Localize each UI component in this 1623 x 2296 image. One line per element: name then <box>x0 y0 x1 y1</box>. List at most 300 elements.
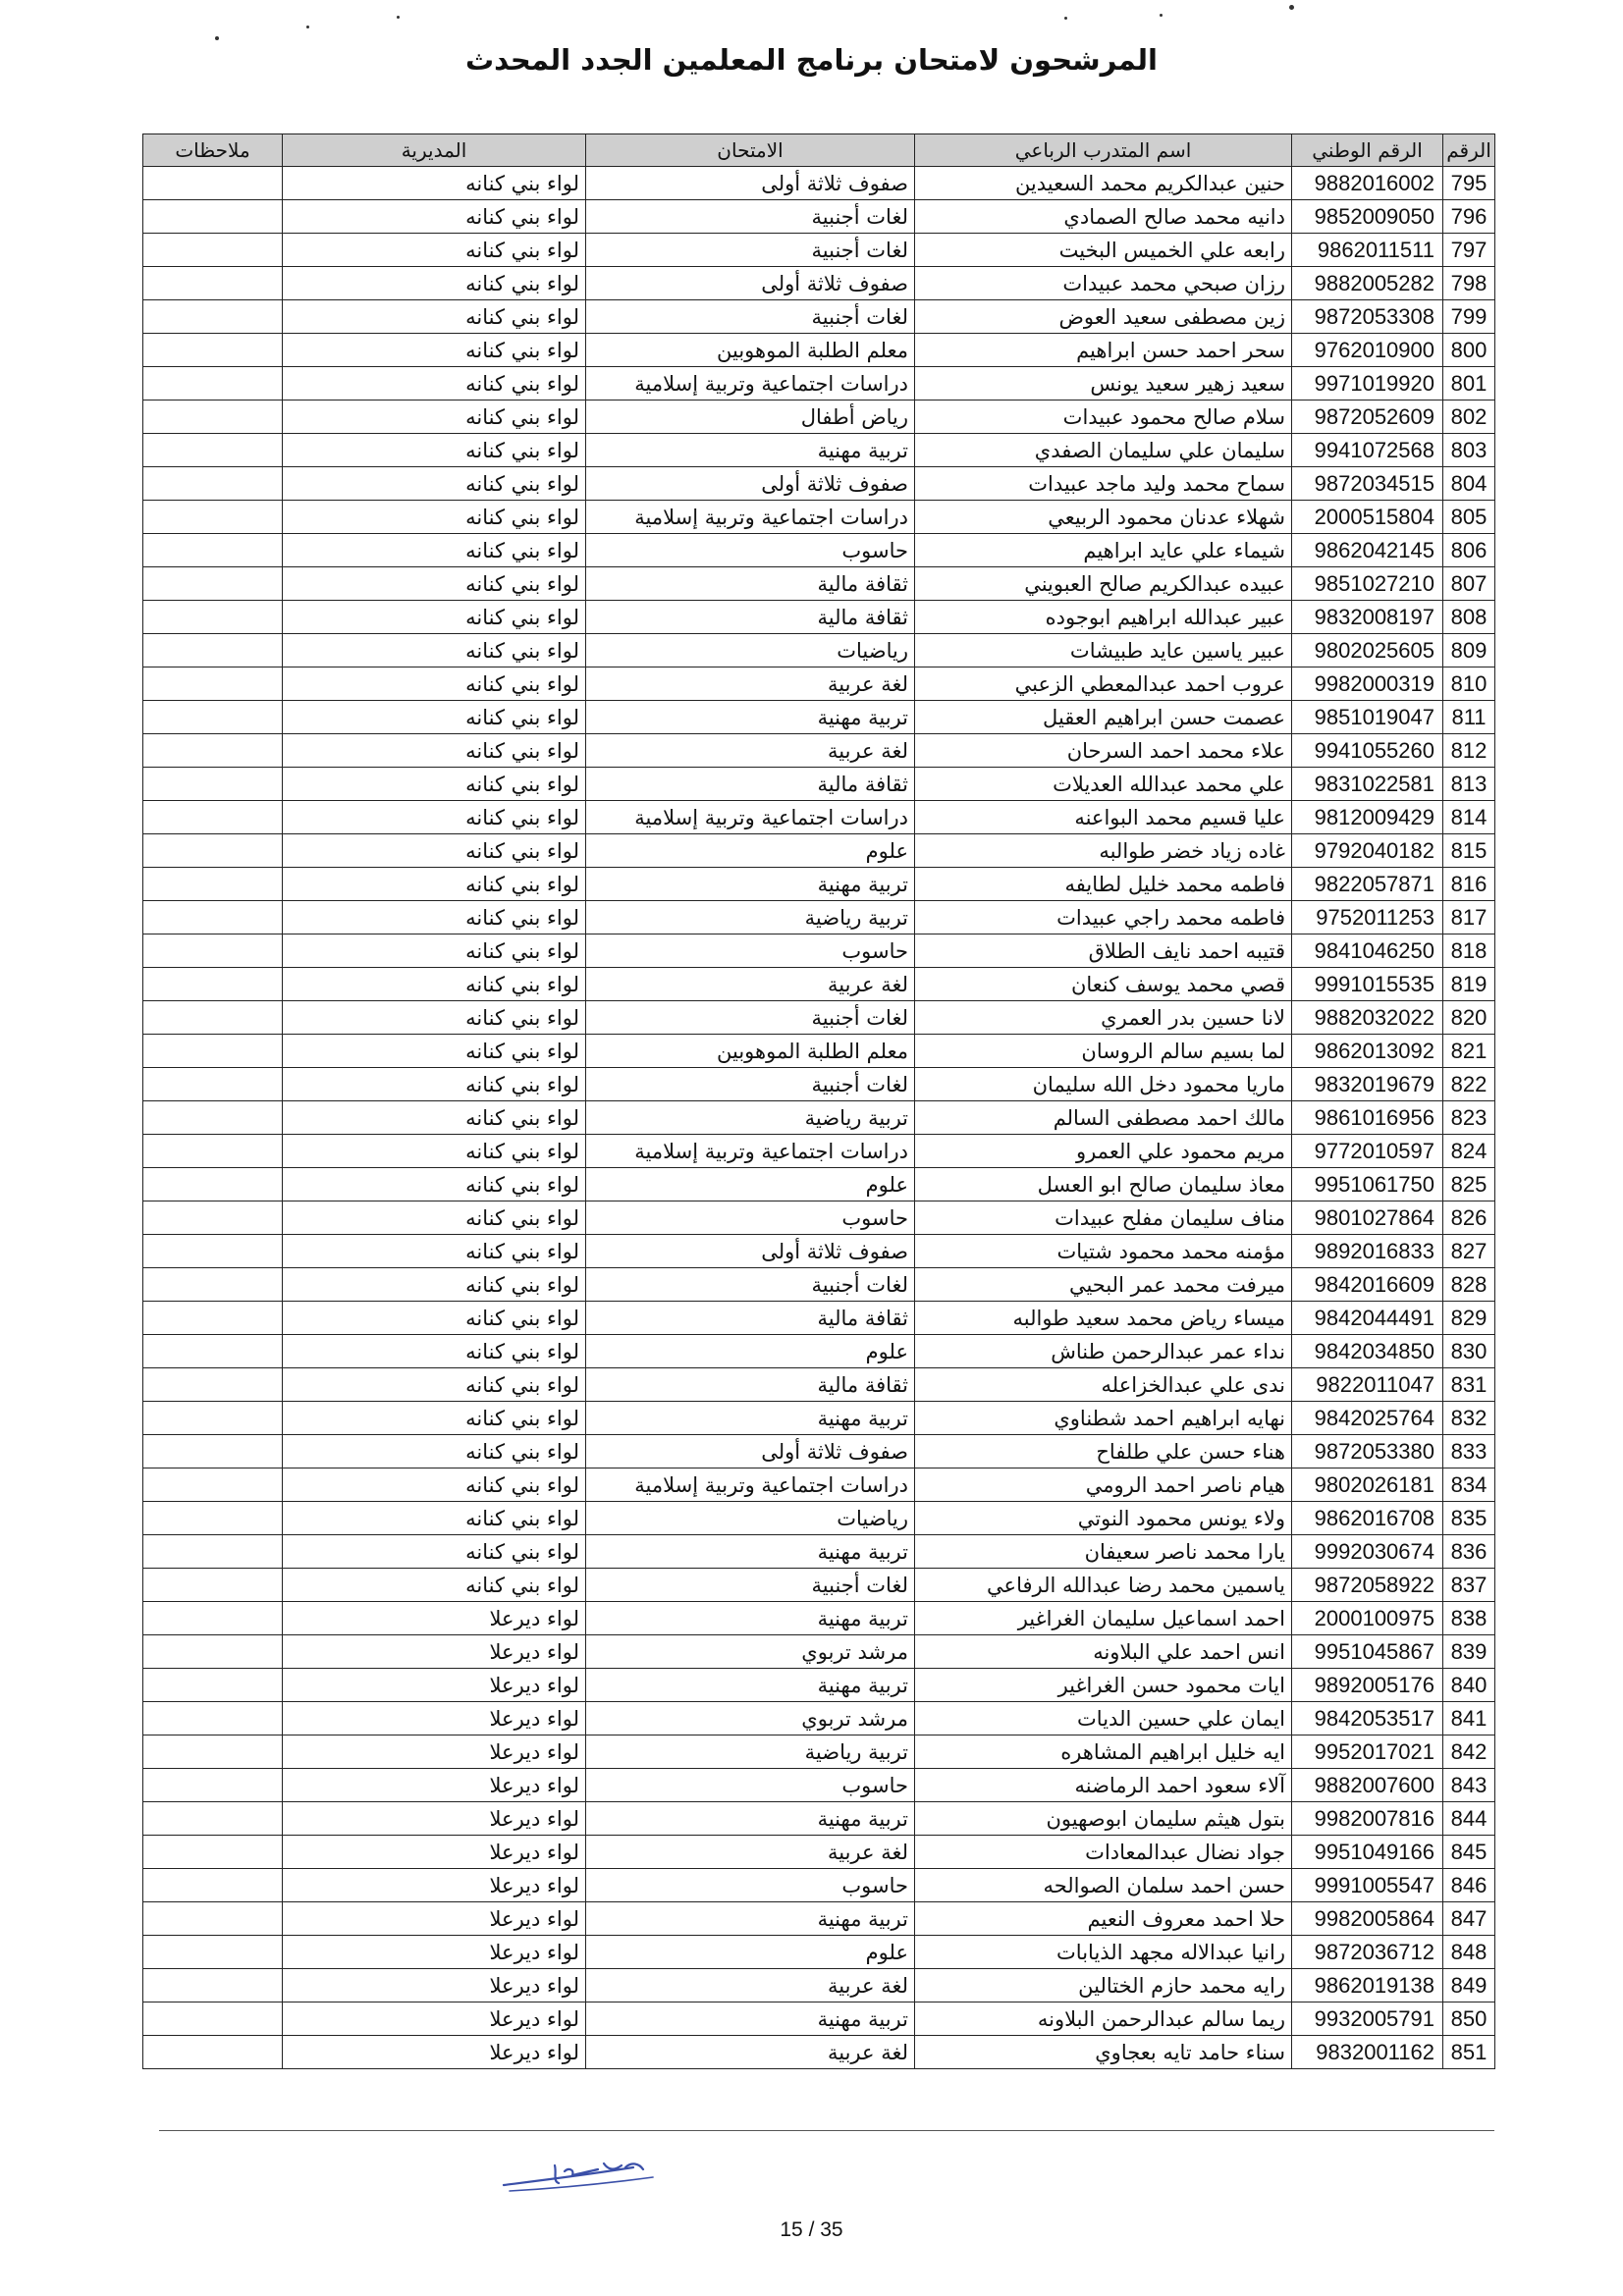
table-row <box>143 534 1495 567</box>
trainee-name-cell: مالك احمد مصطفى السالم <box>915 1101 1292 1135</box>
header-number: الرقم <box>1443 134 1495 167</box>
row-number-cell: 818 <box>1443 934 1495 968</box>
national-id-cell: 9872053380 <box>1292 1435 1443 1468</box>
table-row <box>143 200 1495 234</box>
row-number-cell: 825 <box>1443 1168 1495 1201</box>
exam-subject-cell: حاسوب <box>586 1201 915 1235</box>
directorate-cell: لواء ديرعلا <box>283 1702 586 1735</box>
notes-cell <box>143 1435 283 1468</box>
exam-subject-cell: لغة عربية <box>586 667 915 701</box>
national-id-cell: 9882032022 <box>1292 1001 1443 1035</box>
directorate-cell: لواء بني كنانه <box>283 1001 586 1035</box>
table-row <box>143 901 1495 934</box>
row-number-cell: 823 <box>1443 1101 1495 1135</box>
table-row <box>143 1135 1495 1168</box>
trainee-name-cell: شهلاء عدنان محمود الربيعي <box>915 501 1292 534</box>
trainee-name-cell: ميرفت محمد عمر البحيي <box>915 1268 1292 1302</box>
national-id-cell: 9932005791 <box>1292 2002 1443 2036</box>
national-id-cell: 9882016002 <box>1292 167 1443 200</box>
national-id-cell: 9842025764 <box>1292 1402 1443 1435</box>
table-row <box>143 868 1495 901</box>
directorate-cell: لواء بني كنانه <box>283 1435 586 1468</box>
directorate-cell: لواء بني كنانه <box>283 834 586 868</box>
exam-subject-cell: تربية مهنية <box>586 1802 915 1836</box>
table-row <box>143 1869 1495 1902</box>
table-row <box>143 1402 1495 1435</box>
trainee-name-cell: سلام صالح محمود عبيدات <box>915 400 1292 434</box>
notes-cell <box>143 200 283 234</box>
national-id-cell: 9872034515 <box>1292 467 1443 501</box>
table-header-row <box>143 134 1495 167</box>
exam-subject-cell: دراسات اجتماعية وتربية إسلامية <box>586 501 915 534</box>
trainee-name-cell: علي محمد عبدالله العديلات <box>915 768 1292 801</box>
national-id-cell: 9982000319 <box>1292 667 1443 701</box>
notes-cell <box>143 1402 283 1435</box>
notes-cell <box>143 367 283 400</box>
exam-subject-cell: تربية مهنية <box>586 1602 915 1635</box>
trainee-name-cell: لما بسيم سالم الروسان <box>915 1035 1292 1068</box>
exam-subject-cell: حاسوب <box>586 1869 915 1902</box>
row-number-cell: 847 <box>1443 1902 1495 1936</box>
national-id-cell: 9842044491 <box>1292 1302 1443 1335</box>
notes-cell <box>143 1368 283 1402</box>
notes-cell <box>143 1735 283 1769</box>
directorate-cell: لواء بني كنانه <box>283 701 586 734</box>
table-row <box>143 1569 1495 1602</box>
directorate-cell: لواء ديرعلا <box>283 1936 586 1969</box>
national-id-cell: 9802025605 <box>1292 634 1443 667</box>
directorate-cell: لواء بني كنانه <box>283 1168 586 1201</box>
trainee-name-cell: رانيا عبدالاله مجهد الذيابات <box>915 1936 1292 1969</box>
directorate-cell: لواء بني كنانه <box>283 367 586 400</box>
national-id-cell: 9951049166 <box>1292 1836 1443 1869</box>
table-row <box>143 300 1495 334</box>
table-row <box>143 367 1495 400</box>
notes-cell <box>143 400 283 434</box>
directorate-cell: لواء ديرعلا <box>283 1635 586 1669</box>
exam-subject-cell: تربية مهنية <box>586 1902 915 1936</box>
notes-cell <box>143 1235 283 1268</box>
table-row <box>143 1035 1495 1068</box>
trainee-name-cell: هناء حسن علي طلفاح <box>915 1435 1292 1468</box>
national-id-cell: 9852009050 <box>1292 200 1443 234</box>
table-row <box>143 1535 1495 1569</box>
trainee-name-cell: لانا حسين بدر العمري <box>915 1001 1292 1035</box>
row-number-cell: 796 <box>1443 200 1495 234</box>
table-row <box>143 834 1495 868</box>
directorate-cell: لواء بني كنانه <box>283 1302 586 1335</box>
national-id-cell: 9951061750 <box>1292 1168 1443 1201</box>
row-number-cell: 822 <box>1443 1068 1495 1101</box>
national-id-cell: 9971019920 <box>1292 367 1443 400</box>
exam-subject-cell: حاسوب <box>586 534 915 567</box>
national-id-cell: 9812009429 <box>1292 801 1443 834</box>
national-id-cell: 9872036712 <box>1292 1936 1443 1969</box>
directorate-cell: لواء بني كنانه <box>283 434 586 467</box>
exam-subject-cell: ثقافة مالية <box>586 1302 915 1335</box>
row-number-cell: 842 <box>1443 1735 1495 1769</box>
exam-subject-cell: لغات أجنبية <box>586 1268 915 1302</box>
national-id-cell: 9862013092 <box>1292 1035 1443 1068</box>
notes-cell <box>143 1702 283 1735</box>
directorate-cell: لواء ديرعلا <box>283 2036 586 2069</box>
national-id-cell: 9832008197 <box>1292 601 1443 634</box>
directorate-cell: لواء بني كنانه <box>283 1035 586 1068</box>
directorate-cell: لواء بني كنانه <box>283 267 586 300</box>
table-row <box>143 1001 1495 1035</box>
trainee-name-cell: سحر احمد حسن ابراهيم <box>915 334 1292 367</box>
exam-subject-cell: دراسات اجتماعية وتربية إسلامية <box>586 801 915 834</box>
trainee-name-cell: زين مصطفى سعيد العوض <box>915 300 1292 334</box>
trainee-name-cell: ماريا محمود دخل الله سليمان <box>915 1068 1292 1101</box>
row-number-cell: 836 <box>1443 1535 1495 1569</box>
table-row <box>143 1969 1495 2002</box>
exam-subject-cell: لغة عربية <box>586 1969 915 2002</box>
row-number-cell: 804 <box>1443 467 1495 501</box>
trainee-name-cell: نداء عمر عبدالرحمن طناش <box>915 1335 1292 1368</box>
table-row <box>143 1235 1495 1268</box>
row-number-cell: 812 <box>1443 734 1495 768</box>
directorate-cell: لواء بني كنانه <box>283 400 586 434</box>
national-id-cell: 9851019047 <box>1292 701 1443 734</box>
directorate-cell: لواء بني كنانه <box>283 1068 586 1101</box>
trainee-name-cell: سعيد زهير سعيد يونس <box>915 367 1292 400</box>
exam-subject-cell: لغات أجنبية <box>586 1068 915 1101</box>
notes-cell <box>143 300 283 334</box>
table-row <box>143 934 1495 968</box>
directorate-cell: لواء بني كنانه <box>283 467 586 501</box>
trainee-name-cell: دانيه محمد صالح الصمادي <box>915 200 1292 234</box>
trainee-name-cell: حسن احمد سلمان الصوالحه <box>915 1869 1292 1902</box>
exam-subject-cell: صفوف ثلاثة أولى <box>586 167 915 200</box>
exam-subject-cell: علوم <box>586 1936 915 1969</box>
trainee-name-cell: ميساء رياض محمد سعيد طوالبه <box>915 1302 1292 1335</box>
trainee-name-cell: سليمان علي سليمان الصفدي <box>915 434 1292 467</box>
exam-subject-cell: حاسوب <box>586 934 915 968</box>
scan-speck <box>306 26 309 28</box>
notes-cell <box>143 801 283 834</box>
notes-cell <box>143 601 283 634</box>
directorate-cell: لواء بني كنانه <box>283 601 586 634</box>
directorate-cell: لواء بني كنانه <box>283 1569 586 1602</box>
trainee-name-cell: ايات محمود حسن الغراغير <box>915 1669 1292 1702</box>
table-row <box>143 1836 1495 1869</box>
national-id-cell: 9792040182 <box>1292 834 1443 868</box>
directorate-cell: لواء بني كنانه <box>283 634 586 667</box>
notes-cell <box>143 968 283 1001</box>
exam-subject-cell: علوم <box>586 834 915 868</box>
notes-cell <box>143 1869 283 1902</box>
page-number: 15 / 35 <box>780 2218 843 2241</box>
national-id-cell: 9862042145 <box>1292 534 1443 567</box>
row-number-cell: 817 <box>1443 901 1495 934</box>
national-id-cell: 9992030674 <box>1292 1535 1443 1569</box>
national-id-cell: 9991005547 <box>1292 1869 1443 1902</box>
national-id-cell: 9951045867 <box>1292 1635 1443 1669</box>
national-id-cell: 2000515804 <box>1292 501 1443 534</box>
directorate-cell: لواء ديرعلا <box>283 1669 586 1702</box>
table-row <box>143 1735 1495 1769</box>
trainee-name-cell: قتيبه احمد نايف الطلاق <box>915 934 1292 968</box>
table-row <box>143 1635 1495 1669</box>
national-id-cell: 9851027210 <box>1292 567 1443 601</box>
trainee-name-cell: انس احمد علي البلاونه <box>915 1635 1292 1669</box>
table-row <box>143 768 1495 801</box>
national-id-cell: 9941055260 <box>1292 734 1443 768</box>
exam-subject-cell: صفوف ثلاثة أولى <box>586 467 915 501</box>
directorate-cell: لواء بني كنانه <box>283 234 586 267</box>
header-trainee-name: اسم المتدرب الرباعي <box>915 134 1292 167</box>
exam-subject-cell: علوم <box>586 1335 915 1368</box>
national-id-cell: 9832001162 <box>1292 2036 1443 2069</box>
exam-subject-cell: لغات أجنبية <box>586 1001 915 1035</box>
row-number-cell: 829 <box>1443 1302 1495 1335</box>
directorate-cell: لواء بني كنانه <box>283 200 586 234</box>
row-number-cell: 815 <box>1443 834 1495 868</box>
header-national-id: الرقم الوطني <box>1292 134 1443 167</box>
exam-subject-cell: لغات أجنبية <box>586 300 915 334</box>
trainee-name-cell: هيام ناصر احمد الرومي <box>915 1468 1292 1502</box>
header-exam: الامتحان <box>586 134 915 167</box>
trainee-name-cell: مناف سليمان مفلح عبيدات <box>915 1201 1292 1235</box>
exam-subject-cell: رياضيات <box>586 634 915 667</box>
scan-speck <box>397 16 400 19</box>
exam-subject-cell: ثقافة مالية <box>586 601 915 634</box>
national-id-cell: 9822011047 <box>1292 1368 1443 1402</box>
table-row <box>143 234 1495 267</box>
exam-subject-cell: رياضيات <box>586 1502 915 1535</box>
directorate-cell: لواء ديرعلا <box>283 1602 586 1635</box>
directorate-cell: لواء بني كنانه <box>283 667 586 701</box>
notes-cell <box>143 1635 283 1669</box>
table-row <box>143 701 1495 734</box>
notes-cell <box>143 834 283 868</box>
trainee-name-cell: سناء حامد تايه بعجاوي <box>915 2036 1292 2069</box>
row-number-cell: 849 <box>1443 1969 1495 2002</box>
notes-cell <box>143 267 283 300</box>
trainee-name-cell: معاذ سليمان صالح ابو العسل <box>915 1168 1292 1201</box>
trainee-name-cell: احمد اسماعيل سليمان الغراغير <box>915 1602 1292 1635</box>
notes-cell <box>143 167 283 200</box>
exam-subject-cell: لغات أجنبية <box>586 1569 915 1602</box>
national-id-cell: 9872058922 <box>1292 1569 1443 1602</box>
directorate-cell: لواء بني كنانه <box>283 534 586 567</box>
national-id-cell: 9801027864 <box>1292 1201 1443 1235</box>
row-number-cell: 841 <box>1443 1702 1495 1735</box>
table-row <box>143 801 1495 834</box>
exam-subject-cell: رياض أطفال <box>586 400 915 434</box>
trainee-name-cell: ولاء يونس محمود النوتي <box>915 1502 1292 1535</box>
row-number-cell: 824 <box>1443 1135 1495 1168</box>
exam-subject-cell: دراسات اجتماعية وتربية إسلامية <box>586 367 915 400</box>
page-title: المرشحون لامتحان برنامج المعلمين الجدد المحدث <box>465 43 1158 77</box>
national-id-cell: 9952017021 <box>1292 1735 1443 1769</box>
trainee-name-cell: فاطمه محمد خليل لطايفه <box>915 868 1292 901</box>
table-row <box>143 667 1495 701</box>
notes-cell <box>143 1669 283 1702</box>
directorate-cell: لواء بني كنانه <box>283 1502 586 1535</box>
row-number-cell: 846 <box>1443 1869 1495 1902</box>
row-number-cell: 826 <box>1443 1201 1495 1235</box>
directorate-cell: لواء بني كنانه <box>283 734 586 768</box>
table-row <box>143 467 1495 501</box>
notes-cell <box>143 434 283 467</box>
row-number-cell: 819 <box>1443 968 1495 1001</box>
exam-subject-cell: تربية مهنية <box>586 701 915 734</box>
notes-cell <box>143 1902 283 1936</box>
exam-subject-cell: تربية مهنية <box>586 1669 915 1702</box>
scan-speck <box>215 36 219 40</box>
notes-cell <box>143 1135 283 1168</box>
trainee-name-cell: ريما سالم عبدالرحمن البلاونه <box>915 2002 1292 2036</box>
notes-cell <box>143 2036 283 2069</box>
row-number-cell: 851 <box>1443 2036 1495 2069</box>
exam-subject-cell: تربية رياضية <box>586 901 915 934</box>
table-row <box>143 2002 1495 2036</box>
exam-subject-cell: لغة عربية <box>586 734 915 768</box>
exam-subject-cell: تربية مهنية <box>586 1535 915 1569</box>
row-number-cell: 801 <box>1443 367 1495 400</box>
trainee-name-cell: يارا محمد ناصر سعيفان <box>915 1535 1292 1569</box>
header-directorate: المديرية <box>283 134 586 167</box>
row-number-cell: 845 <box>1443 1836 1495 1869</box>
directorate-cell: لواء بني كنانه <box>283 1101 586 1135</box>
notes-cell <box>143 1302 283 1335</box>
row-number-cell: 838 <box>1443 1602 1495 1635</box>
national-id-cell: 9872052609 <box>1292 400 1443 434</box>
national-id-cell: 9982005864 <box>1292 1902 1443 1936</box>
exam-subject-cell: علوم <box>586 1168 915 1201</box>
directorate-cell: لواء بني كنانه <box>283 1402 586 1435</box>
notes-cell <box>143 934 283 968</box>
row-number-cell: 835 <box>1443 1502 1495 1535</box>
exam-subject-cell: تربية مهنية <box>586 2002 915 2036</box>
notes-cell <box>143 1201 283 1235</box>
table-row <box>143 1902 1495 1936</box>
exam-subject-cell: لغة عربية <box>586 968 915 1001</box>
notes-cell <box>143 667 283 701</box>
trainee-name-cell: ايه خليل ابراهيم المشاهره <box>915 1735 1292 1769</box>
row-number-cell: 797 <box>1443 234 1495 267</box>
exam-subject-cell: تربية مهنية <box>586 1402 915 1435</box>
table-row <box>143 1068 1495 1101</box>
national-id-cell: 2000100975 <box>1292 1602 1443 1635</box>
row-number-cell: 795 <box>1443 167 1495 200</box>
notes-cell <box>143 234 283 267</box>
trainee-name-cell: مريم محمود علي العمرو <box>915 1135 1292 1168</box>
notes-cell <box>143 2002 283 2036</box>
trainee-name-cell: عصمت حسن ابراهيم العقيل <box>915 701 1292 734</box>
directorate-cell: لواء بني كنانه <box>283 868 586 901</box>
national-id-cell: 9862019138 <box>1292 1969 1443 2002</box>
table-row <box>143 267 1495 300</box>
directorate-cell: لواء بني كنانه <box>283 334 586 367</box>
footer-rule <box>159 2130 1494 2131</box>
notes-cell <box>143 1535 283 1569</box>
table-row <box>143 601 1495 634</box>
table-row <box>143 400 1495 434</box>
trainee-name-cell: نهايه ابراهيم احمد شطناوي <box>915 1402 1292 1435</box>
exam-subject-cell: لغات أجنبية <box>586 234 915 267</box>
national-id-cell: 9882007600 <box>1292 1769 1443 1802</box>
row-number-cell: 831 <box>1443 1368 1495 1402</box>
row-number-cell: 840 <box>1443 1669 1495 1702</box>
exam-subject-cell: دراسات اجتماعية وتربية إسلامية <box>586 1468 915 1502</box>
scan-speck <box>1160 14 1163 17</box>
trainee-name-cell: شيماء علي عايد ابراهيم <box>915 534 1292 567</box>
trainee-name-cell: قصي محمد يوسف كنعان <box>915 968 1292 1001</box>
row-number-cell: 798 <box>1443 267 1495 300</box>
exam-subject-cell: صفوف ثلاثة أولى <box>586 1235 915 1268</box>
table-row <box>143 1435 1495 1468</box>
national-id-cell: 9831022581 <box>1292 768 1443 801</box>
row-number-cell: 809 <box>1443 634 1495 667</box>
directorate-cell: لواء ديرعلا <box>283 2002 586 2036</box>
table-row <box>143 167 1495 200</box>
notes-cell <box>143 1468 283 1502</box>
trainee-name-cell: آلاء سعود احمد الرماضنه <box>915 1769 1292 1802</box>
table-row <box>143 1168 1495 1201</box>
notes-cell <box>143 334 283 367</box>
directorate-cell: لواء بني كنانه <box>283 300 586 334</box>
national-id-cell: 9802026181 <box>1292 1468 1443 1502</box>
notes-cell <box>143 1969 283 2002</box>
row-number-cell: 810 <box>1443 667 1495 701</box>
table-row <box>143 567 1495 601</box>
national-id-cell: 9982007816 <box>1292 1802 1443 1836</box>
directorate-cell: لواء ديرعلا <box>283 1836 586 1869</box>
row-number-cell: 848 <box>1443 1936 1495 1969</box>
national-id-cell: 9872053308 <box>1292 300 1443 334</box>
exam-subject-cell: حاسوب <box>586 1769 915 1802</box>
national-id-cell: 9892016833 <box>1292 1235 1443 1268</box>
national-id-cell: 9862011511 <box>1292 234 1443 267</box>
notes-cell <box>143 768 283 801</box>
row-number-cell: 808 <box>1443 601 1495 634</box>
national-id-cell: 9772010597 <box>1292 1135 1443 1168</box>
trainee-name-cell: علاء محمد احمد السرحان <box>915 734 1292 768</box>
trainee-name-cell: رابعه علي الخميس البخيت <box>915 234 1292 267</box>
trainee-name-cell: بتول هيثم سليمان ابوصهيون <box>915 1802 1292 1836</box>
scan-speck <box>1064 17 1067 20</box>
exam-subject-cell: لغات أجنبية <box>586 200 915 234</box>
notes-cell <box>143 701 283 734</box>
national-id-cell: 9861016956 <box>1292 1101 1443 1135</box>
notes-cell <box>143 634 283 667</box>
trainee-name-cell: غاده زياد خضر طوالبه <box>915 834 1292 868</box>
notes-cell <box>143 1268 283 1302</box>
row-number-cell: 834 <box>1443 1468 1495 1502</box>
trainee-name-cell: فاطمه محمد راجي عبيدات <box>915 901 1292 934</box>
trainee-name-cell: عليا قسيم محمد البواعنه <box>915 801 1292 834</box>
exam-subject-cell: صفوف ثلاثة أولى <box>586 267 915 300</box>
row-number-cell: 837 <box>1443 1569 1495 1602</box>
national-id-cell: 9762010900 <box>1292 334 1443 367</box>
trainee-name-cell: عبيده عبدالكريم صالح العبويني <box>915 567 1292 601</box>
national-id-cell: 9862016708 <box>1292 1502 1443 1535</box>
trainee-name-cell: عبير عبدالله ابراهيم ابوجوده <box>915 601 1292 634</box>
row-number-cell: 828 <box>1443 1268 1495 1302</box>
trainee-name-cell: ياسمين محمد رضا عبدالله الرفاعي <box>915 1569 1292 1602</box>
row-number-cell: 800 <box>1443 334 1495 367</box>
signature-image <box>496 2142 673 2201</box>
directorate-cell: لواء بني كنانه <box>283 1268 586 1302</box>
exam-subject-cell: ثقافة مالية <box>586 1368 915 1402</box>
trainee-name-cell: حلا احمد معروف النعيم <box>915 1902 1292 1936</box>
directorate-cell: لواء بني كنانه <box>283 1235 586 1268</box>
table-row <box>143 1602 1495 1635</box>
notes-cell <box>143 501 283 534</box>
